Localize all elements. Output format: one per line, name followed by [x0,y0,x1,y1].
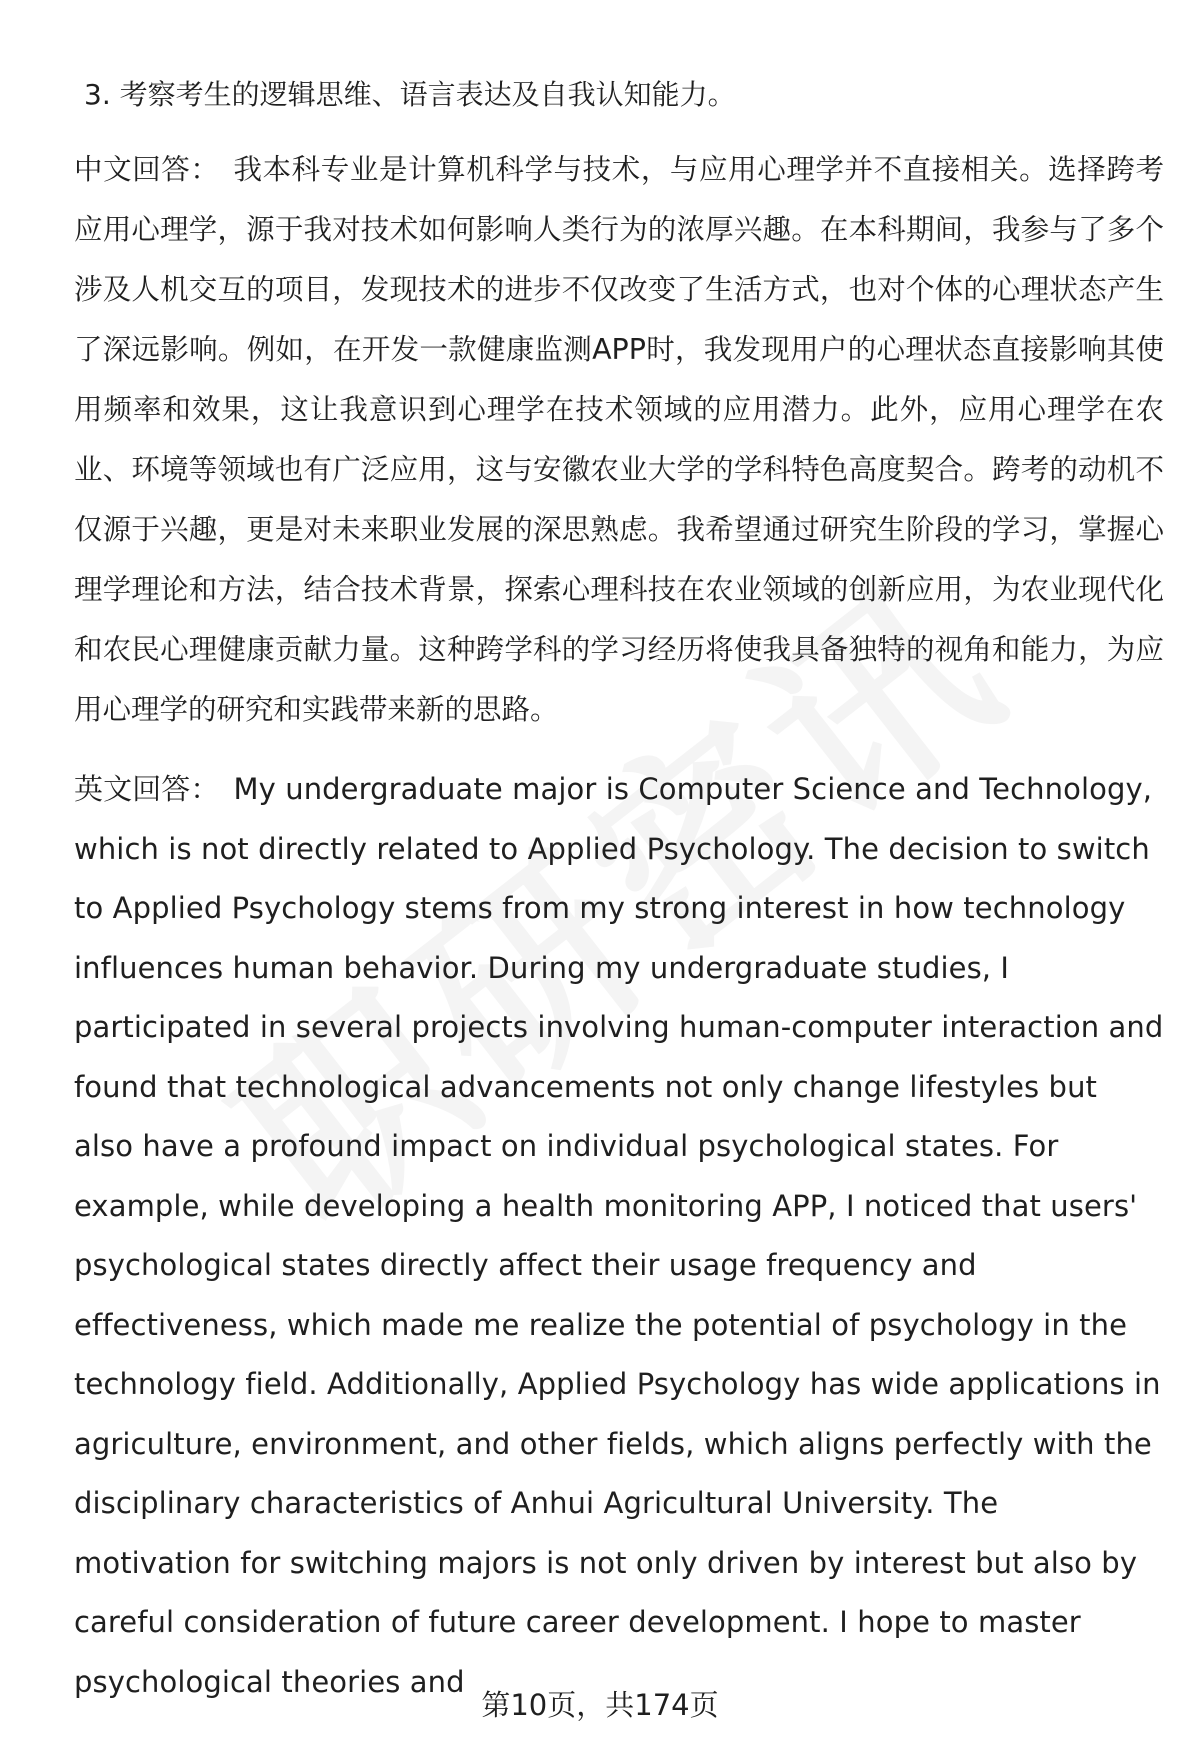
english-answer-label: 英文回答： [74,772,220,806]
english-answer-text: My undergraduate major is Computer Science and Technology, which is not directly related to Applied Psychology. The decision to switch to Applied Psychology stems from my strong interest in how technology influences human behavior. During my undergraduate studies, I participated in several projects involving human-computer interaction and found that technological advancements not only change lifestyles but also have a profound impact on individual psychological states. For example, while developing a health monitoring APP, I noticed that users' psychological states directly affect their usage frequency and effectiveness, which made me realize the potential of psychology in the technology field. Additionally, Applied Psychology has wide applications in agriculture, environment, and other fields, which aligns perfectly with the disciplinary characteristics of Anhui Agricultural University. The motivation for switching majors is not only driven by interest but also by careful consideration of future career development. I hope to master psychological theories and [74,772,1164,1699]
english-answer-paragraph [74,760,1164,1712]
chinese-answer-text: 我本科专业是计算机科学与技术，与应用心理学并不直接相关。选择跨考应用心理学，源于我对技术如何影响人类行为的浓厚兴趣。在本科期间，我参与了多个涉及人机交互的项目，发现技术的进步不仅改变了生活方式，也对个体的心理状态产生了深远影响。例如，在开发一款健康监测APP时，我发现用户的心理状态直接影响其使用频率和效果，这让我意识到心理学在技术领域的应用潜力。此外，应用心理学在农业、环境等领域也有广泛应用，这与安徽农业大学的学科特色高度契合。跨考的动机不仅源于兴趣，更是对未来职业发展的深思熟虑。我希望通过研究生阶段的学习，掌握心理学理论和方法，结合技术背景，探索心理科技在农业领域的创新应用，为农业现代化和农民心理健康贡献力量。这种跨学科的学习经历将使我具备独特的视角和能力，为应用心理学的研究和实践带来新的思路。 [74,153,1164,726]
page-footer: 第10页，共174页 [481,1688,719,1722]
page-content [74,70,1164,1712]
chinese-answer-paragraph [74,140,1164,740]
chinese-answer-label: 中文回答： [74,153,220,186]
numbered-item-3: 3. 考察考生的逻辑思维、语言表达及自我认知能力。 [84,78,736,111]
